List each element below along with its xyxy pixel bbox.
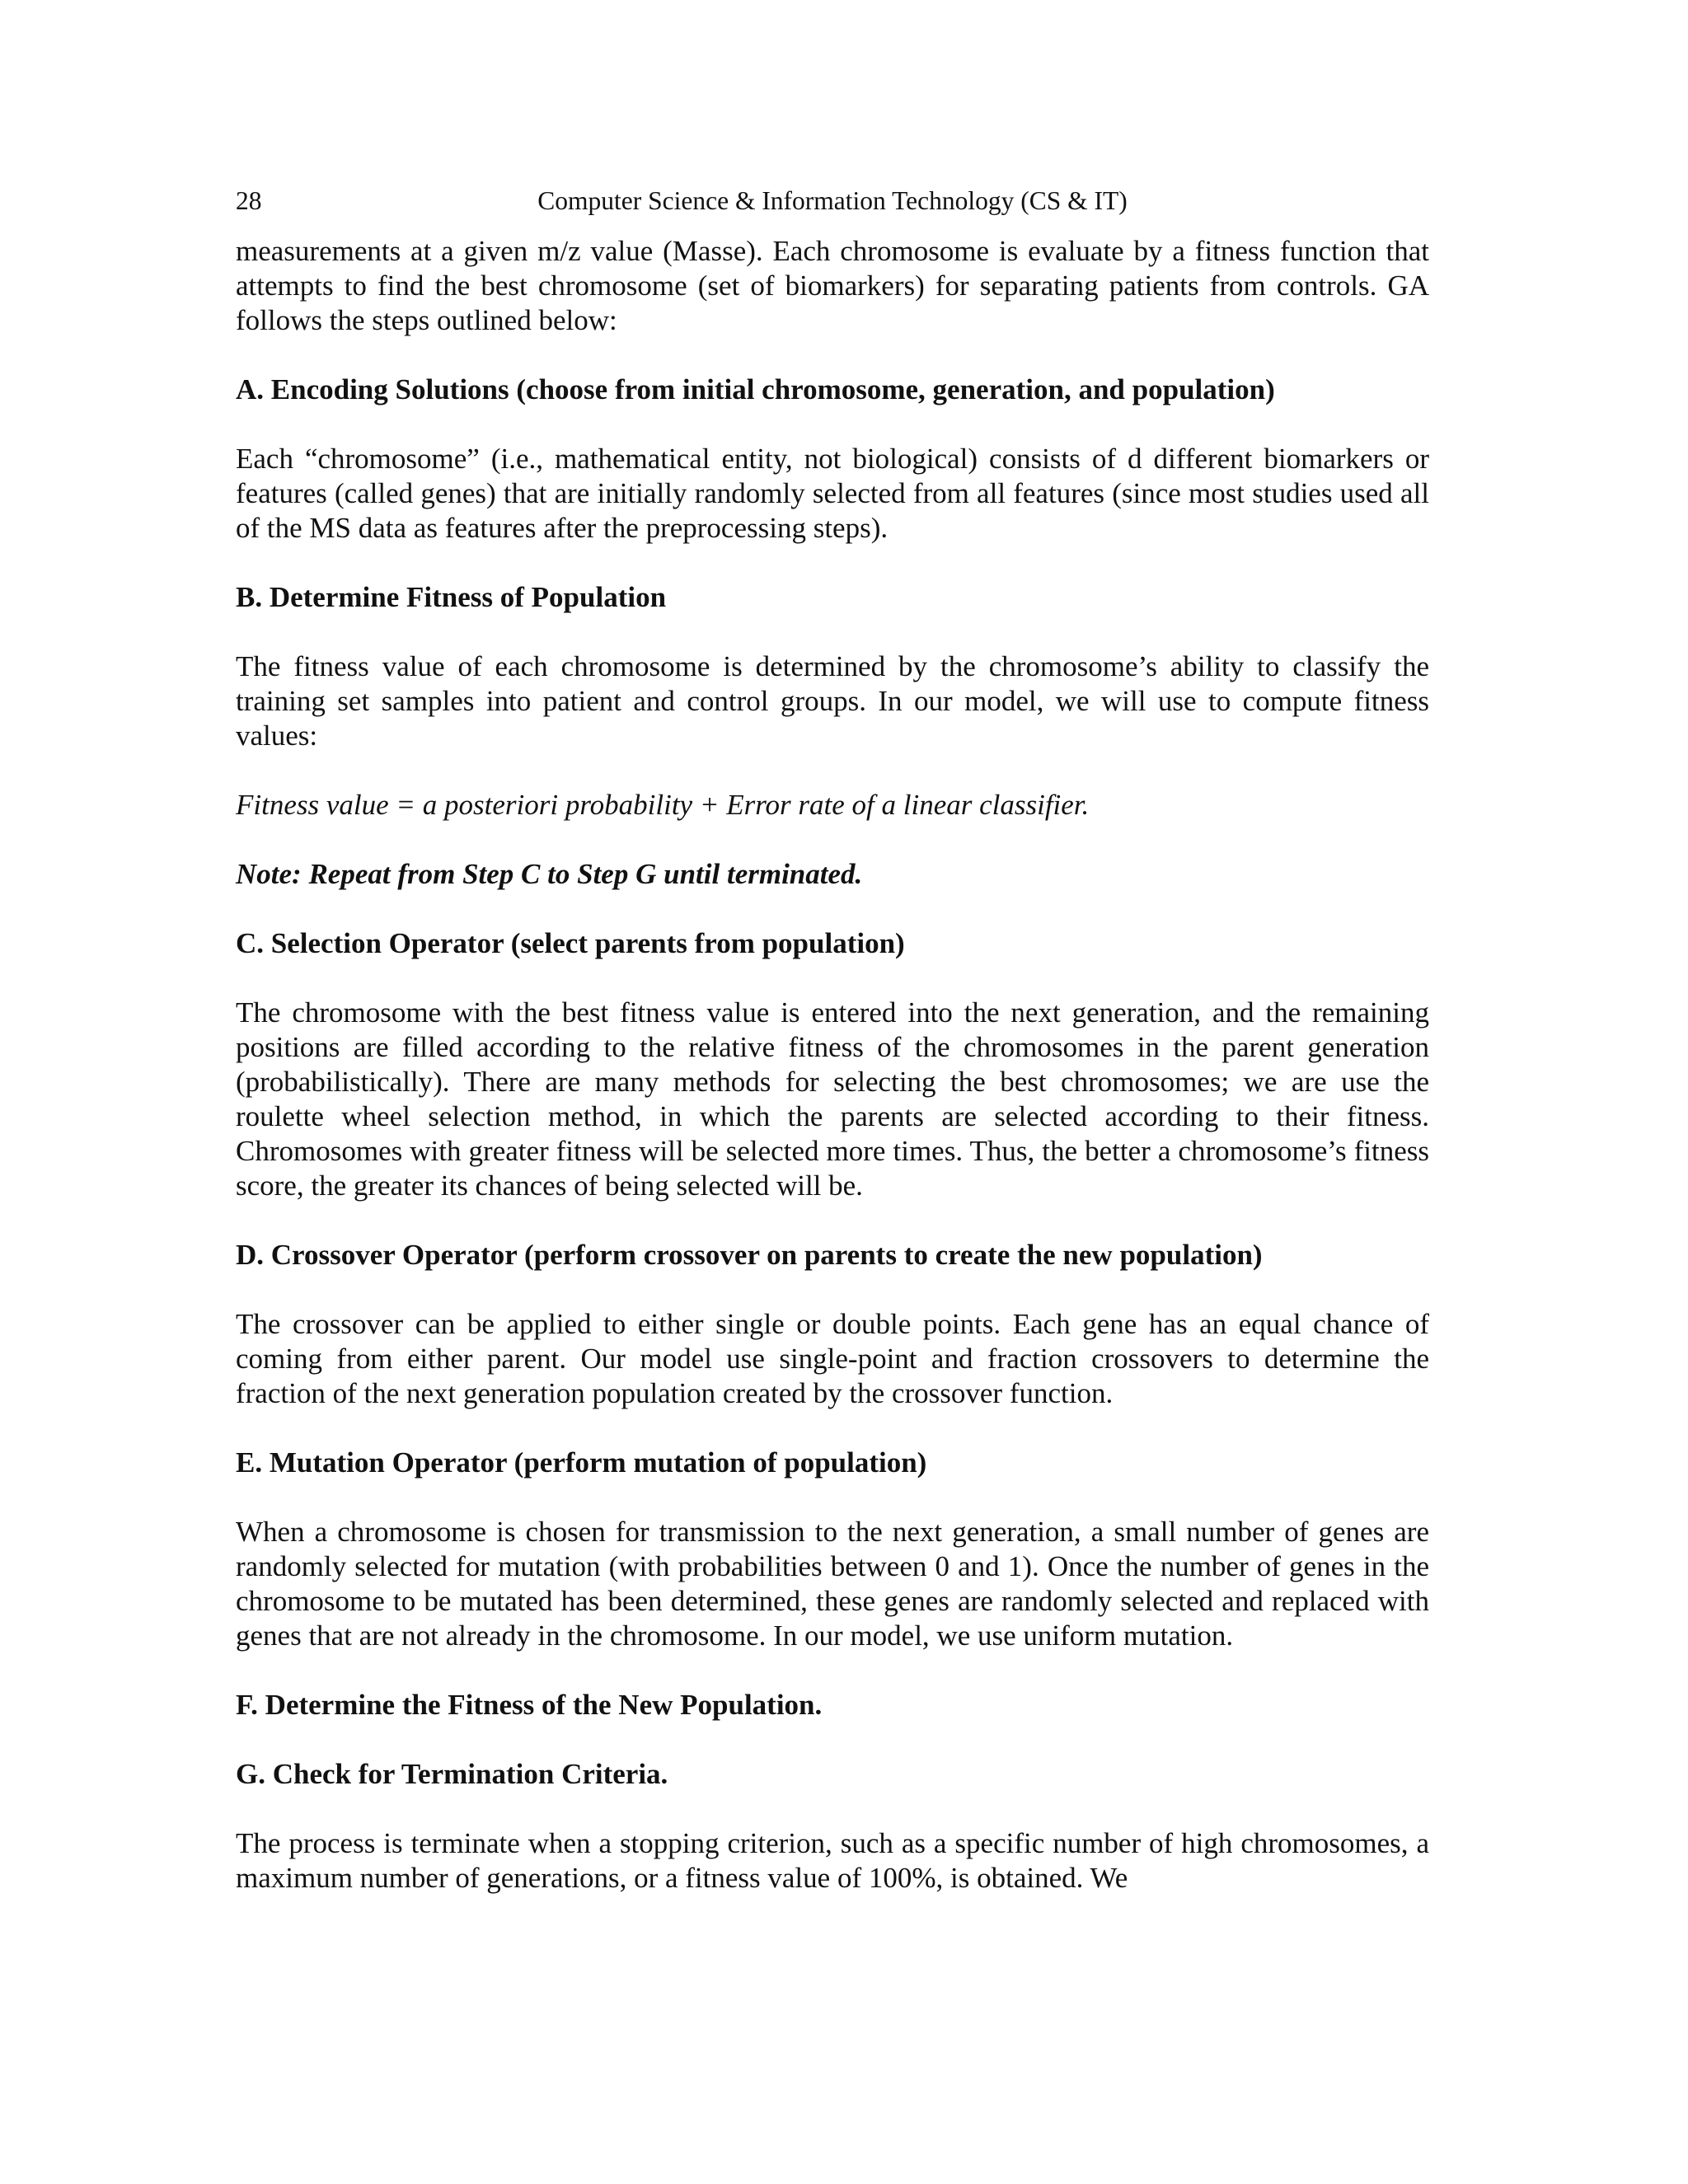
paragraph-a: Each “chromosome” (i.e., mathematical entity, not biological) consists of d different biomarkers or features (called genes) that are initially randomly selected from all features (since most studies used all of the MS data as features after the preprocessing steps).	[236, 443, 1429, 544]
paragraph-c: The chromosome with the best fitness value is entered into the next generation, and the remaining positions are filled according to the relative fitness of the chromosomes in the parent generation (probabilistically). There are many methods for selecting the best chromosomes; we are use the roulette wheel selection method, in which the parents are selected according to their fitness. Chromosomes with greater fitness will be selected more times. Thus, the better a chromosome’s fitness score, the greater its chances of being selected will be.	[236, 996, 1429, 1202]
page-body	[236, 234, 1429, 1896]
section-heading-a: A. Encoding Solutions (choose from initial chromosome, generation, and population)	[236, 373, 1275, 405]
section-heading-g: G. Check for Termination Criteria.	[236, 1758, 668, 1790]
section-heading-e: E. Mutation Operator (perform mutation of population)	[236, 1446, 927, 1479]
section-heading-b: B. Determine Fitness of Population	[236, 581, 667, 613]
section-heading-f: F. Determine the Fitness of the New Population.	[236, 1689, 823, 1721]
running-title: Computer Science & Information Technology (CS & IT)	[537, 186, 1128, 215]
page-header	[236, 183, 1429, 219]
paragraph-e: When a chromosome is chosen for transmission to the next generation, a small number of genes are randomly selected for mutation (with probabilities between 0 and 1). Once the number of genes in the chromosome to be mutated has been determined, these genes are randomly selected and replaced with genes that are not already in the chromosome. In our model, we use uniform mutation.	[236, 1516, 1429, 1652]
intro-paragraph: measurements at a given m/z value (Masse). Each chromosome is evaluate by a fitness function that attempts to find the best chromosome (set of biomarkers) for separating patients from controls. GA follows the steps outlined below:	[236, 235, 1429, 336]
paragraph-d: The crossover can be applied to either single or double points. Each gene has an equal chance of coming from either parent. Our model use single-point and fraction crossovers to determine the fraction of the next generation population created by the crossover function.	[236, 1308, 1429, 1409]
section-heading-c: C. Selection Operator (select parents from population)	[236, 927, 905, 959]
paragraph-g: The process is terminate when a stopping criterion, such as a specific number of high chromosomes, a maximum number of generations, or a fitness value of 100%, is obtained. We	[236, 1827, 1429, 1894]
repeat-note: Note: Repeat from Step C to Step G until terminated.	[236, 858, 863, 890]
fitness-formula: Fitness value = a posteriori probability + Error rate of a linear classifier.	[236, 789, 1090, 821]
page-number: 28	[236, 186, 262, 215]
section-heading-d: D. Crossover Operator (perform crossover on parents to create the new population)	[236, 1239, 1263, 1271]
paragraph-b: The fitness value of each chromosome is determined by the chromosome’s ability to classify the training set samples into patient and control groups. In our model, we will use to compute fitness values:	[236, 650, 1429, 752]
